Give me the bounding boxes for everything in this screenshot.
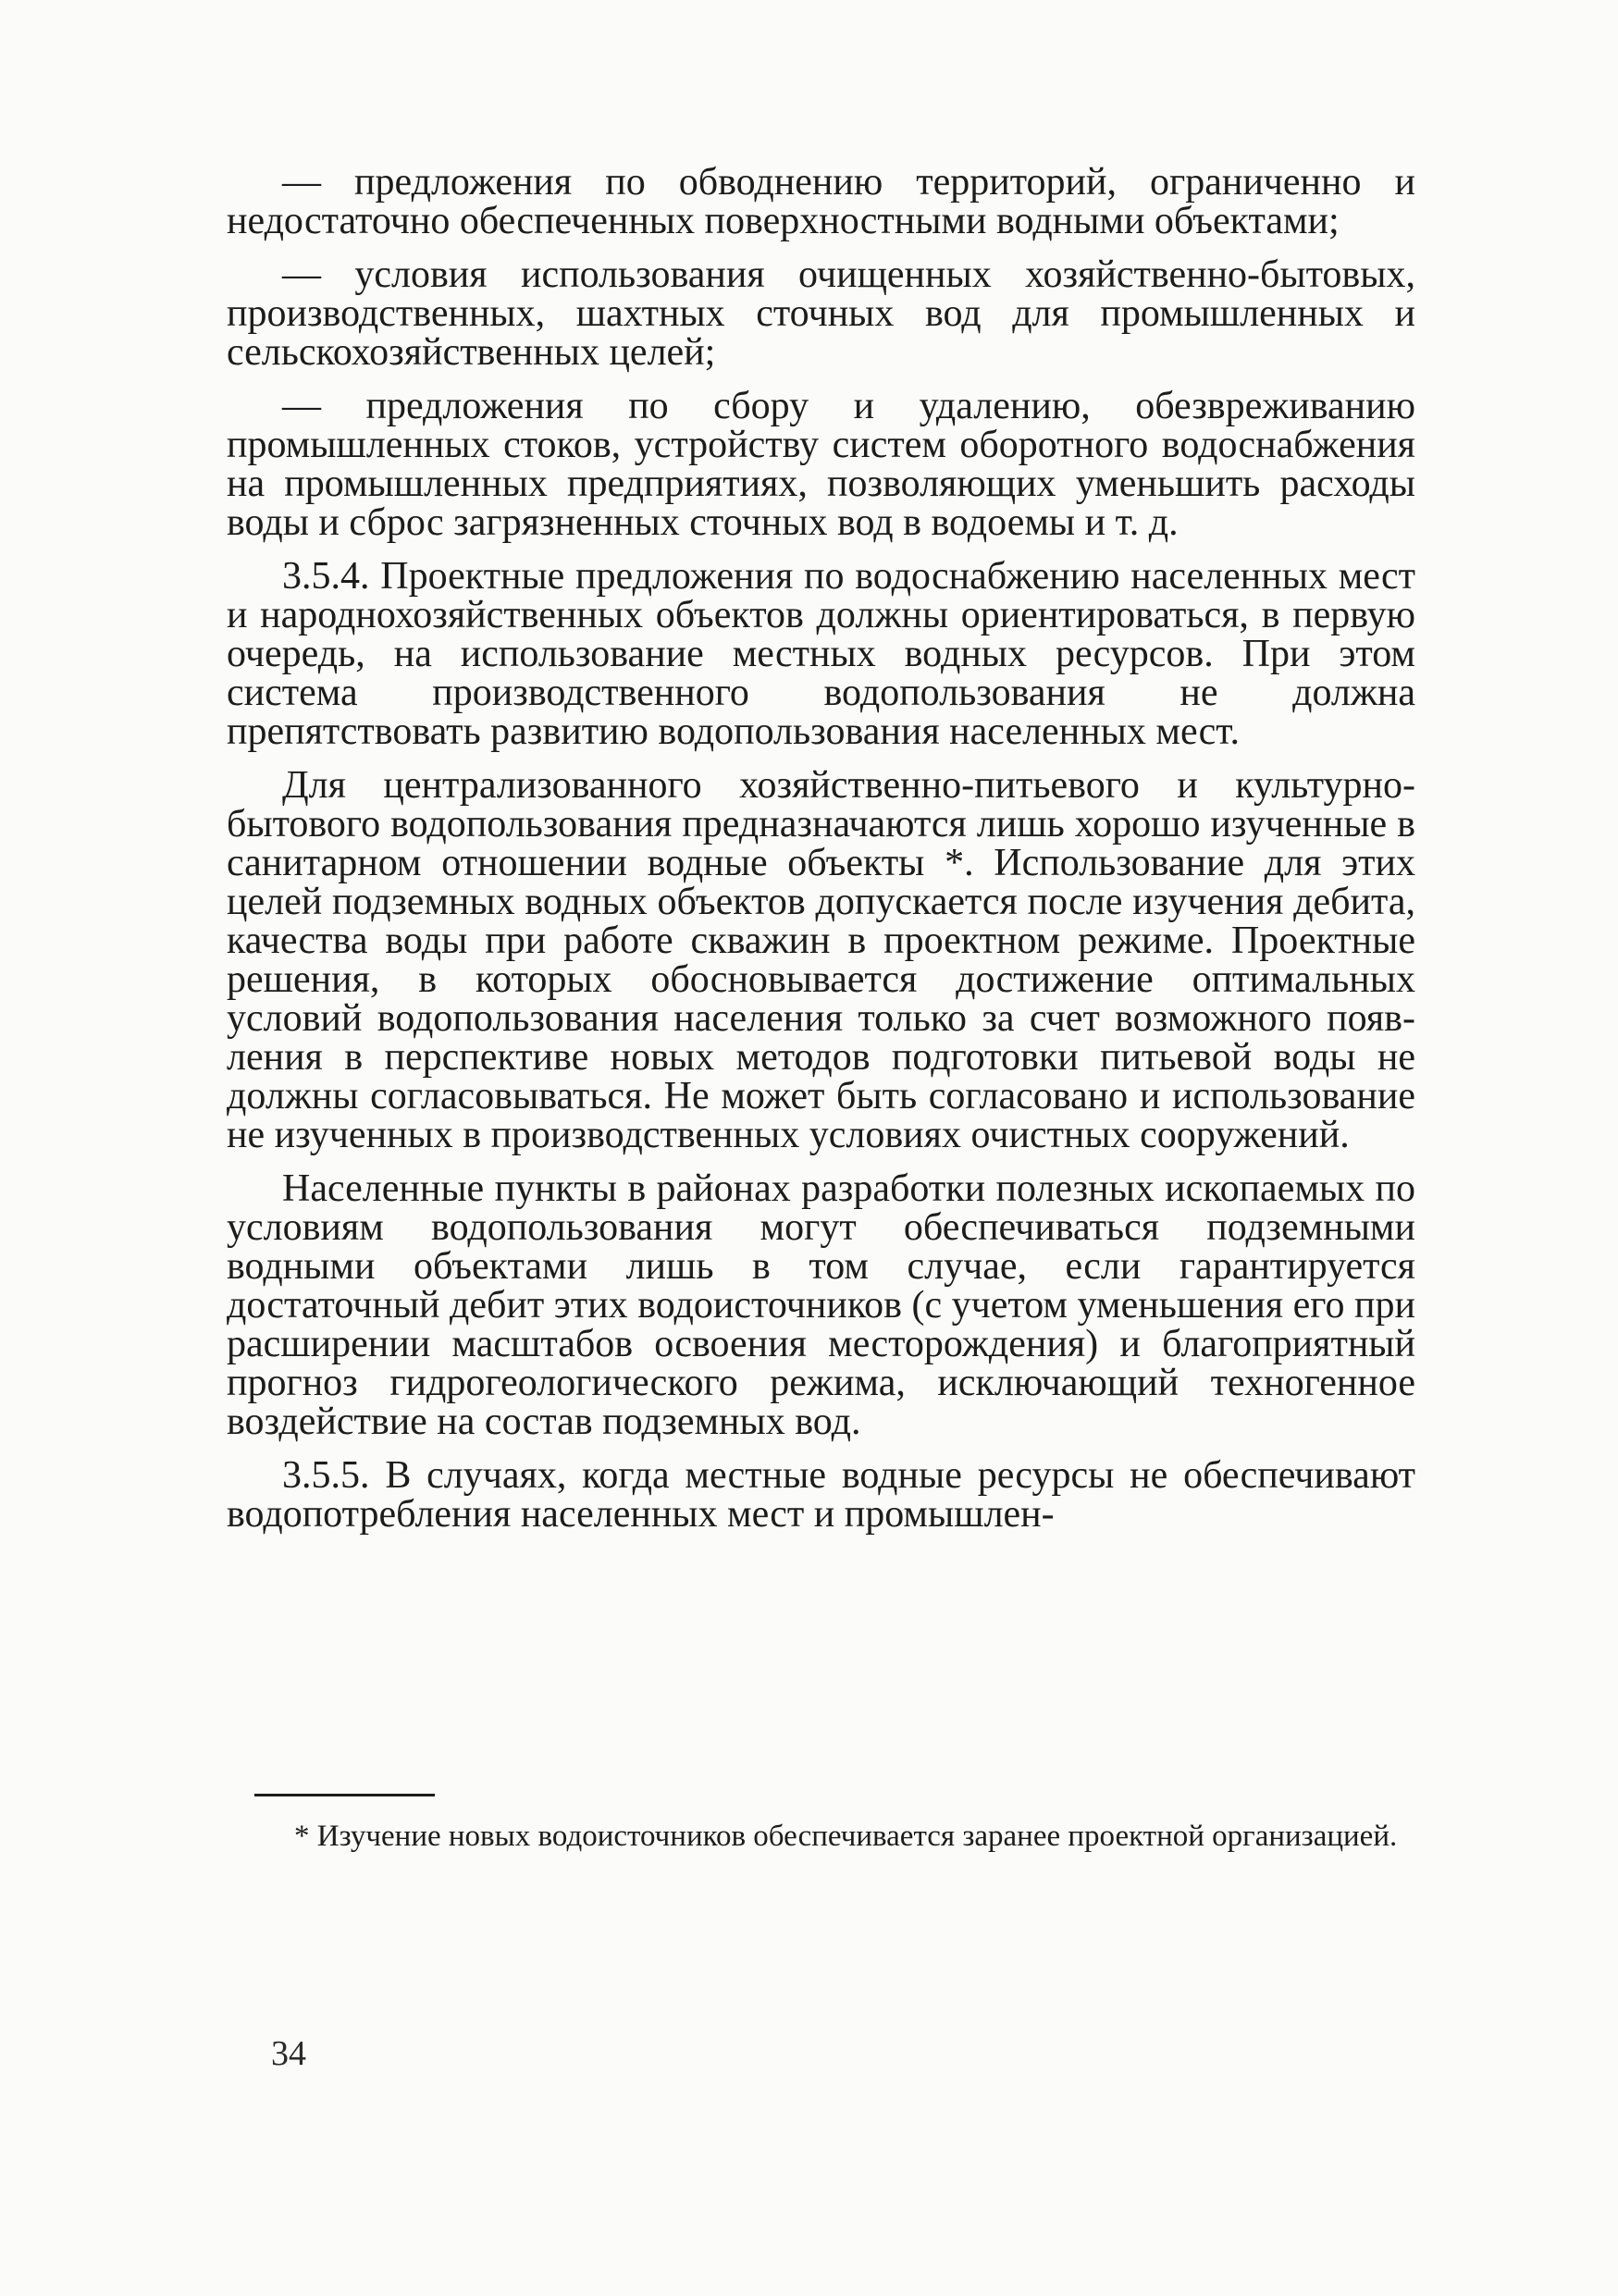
footnote-divider [254,1794,435,1796]
page-number: 34 [271,2034,306,2073]
paragraph-section-3-5-5: 3.5.5. В случаях, когда местные водные ресурсы не обеспечивают водопотребления населенных мест и промышлен- [227,1454,1415,1536]
paragraph-mining-settlements: Населенные пункты в районах разработки полезных ископаемых по условиям водопользования могут обеспечиваться подземными водными объектами лишь в том случае, если гарантируется достаточный дебит этих водоисточников (с учетом уменьшения его при расширении масштабов освоения месторождения) и благоприятный прогноз гидрогеологического режима, исключающий техногенное воздействие на состав подземных вод. [227,1167,1415,1443]
paragraph-section-3-5-4: 3.5.4. Проектные предложения по водоснабжению населенных мест и народнохозяйственных объектов должны ориентироваться, в первую очередь, на использование местных водных ресурсов. При этом система производственного водопользования не должна препятствовать развитию водопользования населенных мест. [227,555,1415,753]
paragraph-treated-water-conditions: — условия использования очищенных хозяйственно-бытовых, производственных, шахтных сточных вод для промышленных и сельскохозяйственных целей; [227,253,1415,374]
footnote: * Изучение новых водоисточников обеспечивается заранее проектной организацией. [294,1820,1398,1853]
paragraph-industrial-runoff-proposals: — предложения по сбору и удалению, обезвреживанию промышленных стоков, устройству систем оборотного водоснабжения на промышленных предприятиях, позволяющих уменьшить расходы воды и сброс загрязненных сточных вод в водоемы и т. д. [227,385,1415,544]
body-text [227,163,1415,1549]
paragraph-watering-proposals: — предложения по обводнению территорий, ограниченно и недостаточно обеспеченных поверхностными водными объектами; [227,161,1415,242]
paragraph-centralized-water-use: Для централизованного хозяйственно-питьевого и культурно-бытового водопользования предназначаются лишь хорошо изученные в санитарном отношении водные объекты *. Использование для этих целей подземных водных объектов допускается после изучения дебита, качества воды при работе скважин в проектном режиме. Проектные решения, в которых обосновывается достижение оптимальных условий водопользования населения только за счет возможного появления в перспективе новых методов подготовки питьевой воды не должны согласовываться. Не может быть согласовано и использование не изученных в производственных условиях очистных сооружений. [227,764,1415,1156]
